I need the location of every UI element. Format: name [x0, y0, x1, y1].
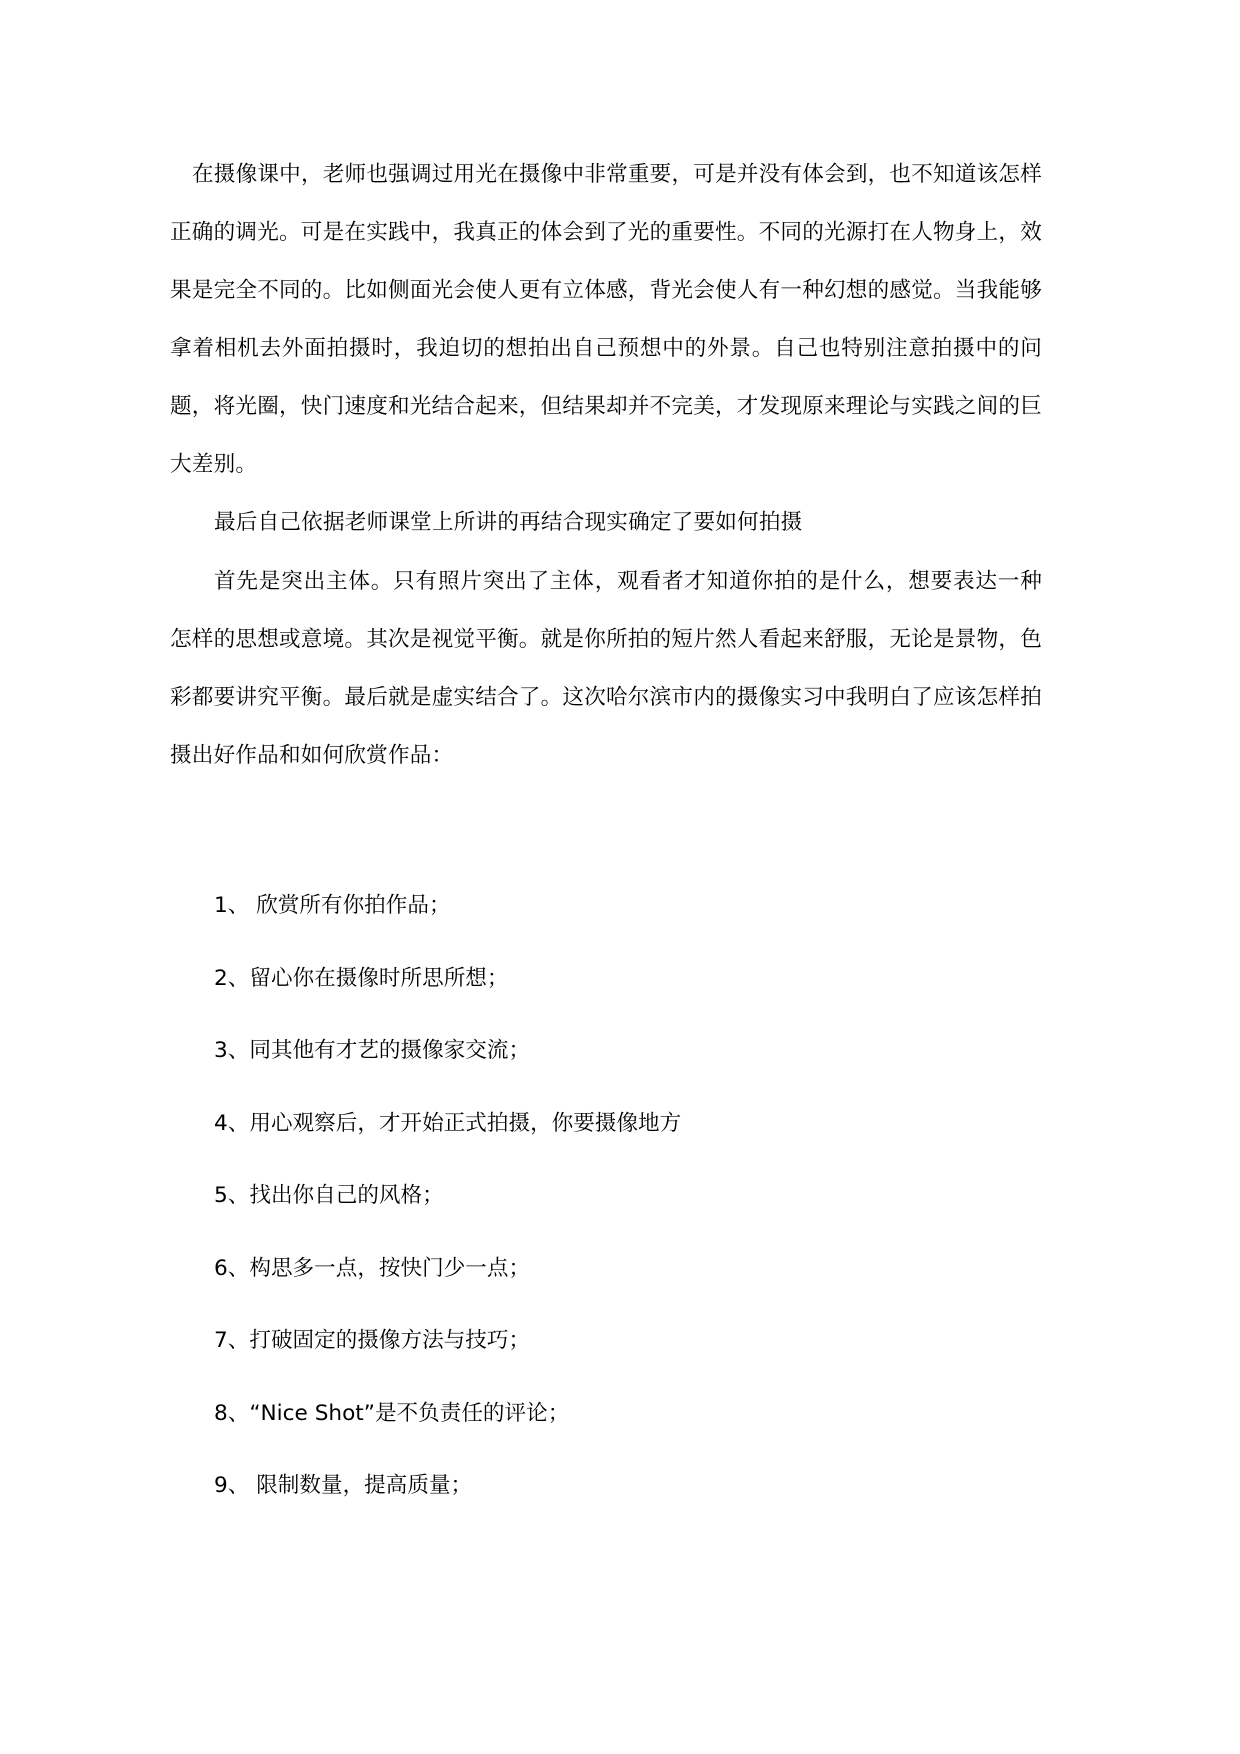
- list-text: 找出你自己的风格；: [249, 1183, 444, 1208]
- list-text: 留心你在摄像时所思所想；: [249, 965, 509, 991]
- list-text: 同其他有才艺的摄像家交流；: [249, 1038, 531, 1063]
- list-item: [214, 1106, 681, 1179]
- list-item: [214, 1396, 681, 1469]
- paragraph-block-2: [170, 494, 1042, 552]
- paragraph-block-1: [170, 146, 1042, 494]
- list-number: 9、: [214, 1473, 250, 1498]
- list-item: [214, 1178, 681, 1251]
- list-number: 4、: [214, 1110, 250, 1136]
- list-number: 6、: [214, 1255, 250, 1281]
- list-item: [214, 1323, 681, 1396]
- list-number: 8、: [214, 1400, 250, 1426]
- paragraph-lighting: 在摄像课中，老师也强调过用光在摄像中非常重要，可是并没有体会到，也不知道该怎样正确的调光。可是在实践中，我真正的体会到了光的重要性。不同的光源打在人物身上，效果是完全不同的。比如侧面光会使人更有立体感，背光会使人有一种幻想的感觉。当我能够拿着相机去外面拍摄时，我迫切的想拍出自己预想中的外景。自己也特别注意拍摄中的问题，将光圈，快门速度和光结合起来，但结果却并不完美，才发现原来理论与实践之间的巨大差别。: [170, 162, 1042, 477]
- list-text: 打破固定的摄像方法与技巧；: [249, 1328, 531, 1353]
- paragraph-composition: 首先是突出主体。只有照片突出了主体，观看者才知道你拍的是什么，想要表达一种怎样的思想或意境。其次是视觉平衡。就是你所拍的短片然人看起来舒服，无论是景物，色彩都要讲究平衡。最后就是虚实结合了。这次哈尔滨市内的摄像实习中我明白了应该怎样拍摄出好作品和如何欣赏作品：: [170, 569, 1042, 768]
- list-item: [214, 1033, 681, 1106]
- list-text: 欣赏所有你拍作品；: [249, 893, 451, 918]
- list-item: [214, 1251, 681, 1324]
- list-text: 构思多一点，按快门少一点；: [249, 1255, 531, 1281]
- paragraph-how-to-shoot: 最后自己依据老师课堂上所讲的再结合现实确定了要如何拍摄: [214, 510, 803, 535]
- list-number: 1、: [214, 893, 250, 918]
- paragraph-block-3: [170, 553, 1042, 785]
- list-item: [214, 888, 681, 961]
- list-number: 3、: [214, 1038, 250, 1063]
- list-number: 5、: [214, 1183, 250, 1208]
- list-number: 2、: [214, 965, 250, 991]
- tips-list: [214, 888, 681, 1541]
- list-text: “Nice Shot”是不负责任的评论；: [249, 1400, 570, 1426]
- list-number: 7、: [214, 1328, 250, 1353]
- list-item: [214, 961, 681, 1034]
- list-item: [214, 1468, 681, 1541]
- list-text: 用心观察后，才开始正式拍摄，你要摄像地方: [249, 1110, 682, 1136]
- list-text: 限制数量，提高质量；: [249, 1473, 473, 1498]
